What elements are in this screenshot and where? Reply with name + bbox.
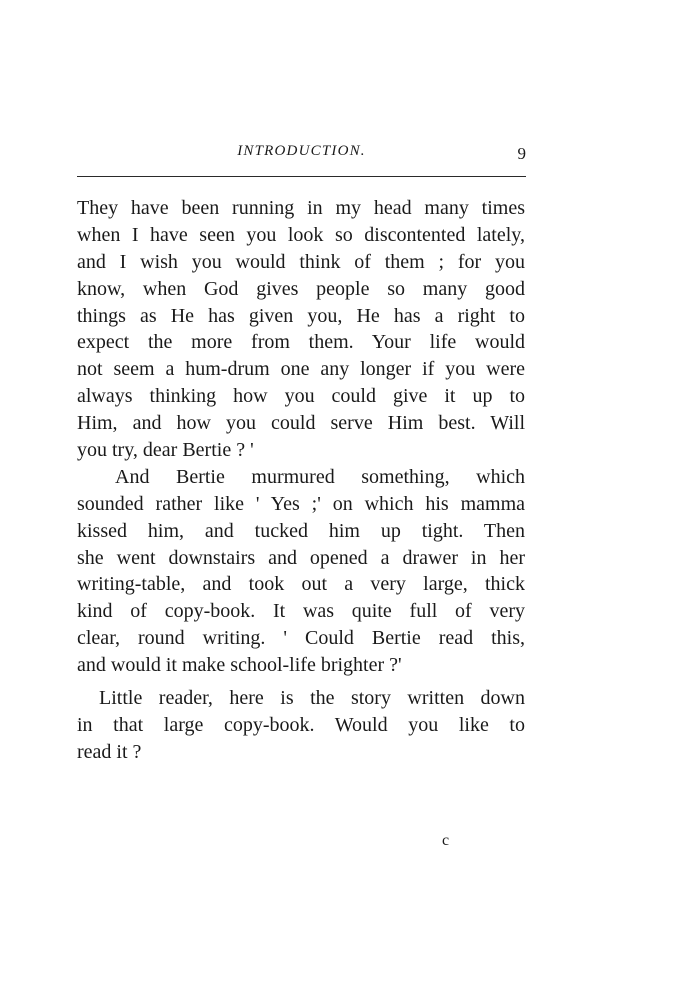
text-line: kind of copy-book. It was quite full of very [77, 600, 525, 623]
text-line: always thinking how you could give it up to [77, 385, 525, 408]
text-line: writing-table, and took out a very large, thick [77, 573, 525, 596]
text-line: kissed him, and tucked him up tight. Then [77, 519, 525, 542]
text-line: in that large copy-book. Would you like to [77, 713, 525, 736]
text-line: know, when God gives people so many good [77, 277, 525, 300]
page-number: 9 [517, 144, 526, 163]
paragraph-2 [77, 464, 525, 679]
text-line: And Bertie murmured something, which [115, 465, 525, 488]
text-line: read it ? [77, 740, 142, 763]
text-line: and would it make school-life brighter ?' [77, 654, 402, 677]
text-line: clear, round writing. ' Could Bertie read this, [77, 627, 525, 650]
text-line: Little reader, here is the story written down [99, 687, 525, 710]
body-text [77, 195, 525, 766]
paragraph-1 [77, 195, 525, 464]
text-line: things as He has given you, He has a right to [77, 304, 525, 327]
text-line: when I have seen you look so discontented lately, [77, 223, 525, 246]
text-line: sounded rather like ' Yes ;' on which his mamma [77, 492, 525, 515]
text-line: not seem a hum-drum one any longer if you were [77, 358, 525, 381]
header-rule [77, 176, 526, 177]
text-line: Him, and how you could serve Him best. Will [77, 412, 525, 435]
text-line: she went downstairs and opened a drawer in her [77, 546, 525, 569]
text-line: and I wish you would think of them ; for you [77, 250, 525, 273]
paragraph-3 [77, 685, 525, 766]
running-head [77, 140, 526, 180]
signature-mark: c [442, 832, 450, 849]
running-title: INTRODUCTION. [237, 143, 366, 159]
text-line: you try, dear Bertie ? ' [77, 439, 254, 462]
text-line: They have been running in my head many times [77, 197, 525, 219]
text-line: expect the more from them. Your life would [77, 331, 525, 354]
